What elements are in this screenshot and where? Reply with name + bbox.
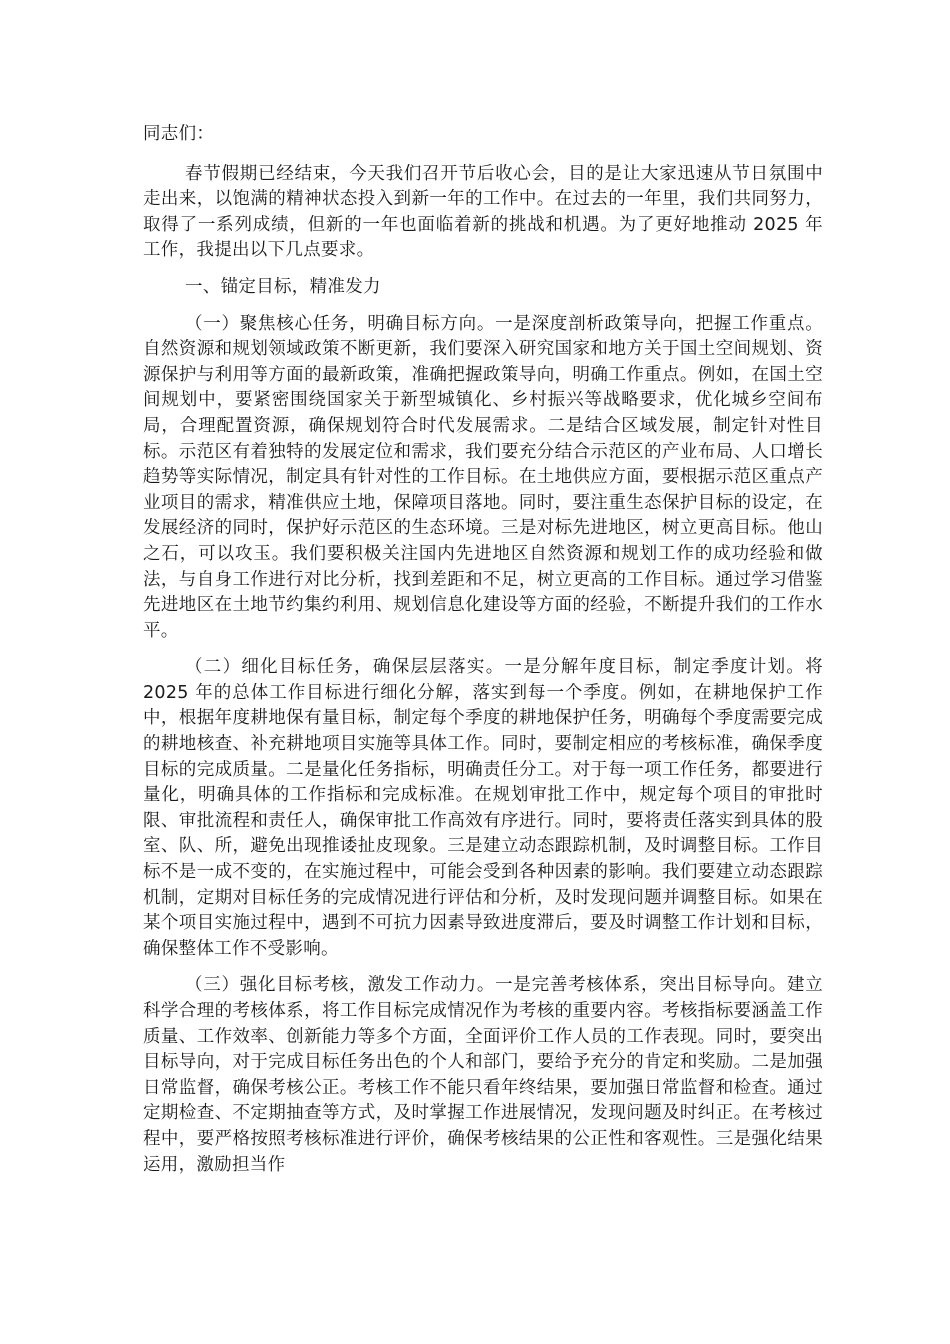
paragraph-1: （一）聚焦核心任务，明确目标方向。一是深度剖析政策导向，把握工作重点。自然资源和规划领域政策不断更新，我们要深入研究国家和地方关于国土空间规划、资源保护与利用等方面的最新政策，准确把握政策导向，明确工作重点。例如，在国土空间规划中，要紧密围绕国家关于新型城镇化、乡村振兴等战略要求，优化城乡空间布局，合理配置资源，确保规划符合时代发展需求。二是结合区域发展，制定针对性目标。示范区有着独特的发展定位和需求，我们要充分结合示范区的产业布局、人口增长趋势等实际情况，制定具有针对性的工作目标。在土地供应方面，要根据示范区重点产业项目的需求，精准供应土地，保障项目落地。同时，要注重生态保护目标的设定，在发展经济的同时，保护好示范区的生态环境。三是对标先进地区，树立更高目标。他山之石，可以攻玉。我们要积极关注国内先进地区自然资源和规划工作的成功经验和做法，与自身工作进行对比分析，找到差距和不足，树立更高的工作目标。通过学习借鉴先进地区在土地节约集约利用、规划信息化建设等方面的经验，不断提升我们的工作水平。 — [143, 313, 823, 641]
paragraph-2: （二）细化目标任务，确保层层落实。一是分解年度目标，制定季度计划。将 2025 年的总体工作目标进行细化分解，落实到每一个季度。例如，在耕地保护工作中，根据年度耕地保有量目标，制定每个季度的耕地保护任务，明确每个季度需要完成的耕地核查、补充耕地项目实施等具体工作。同时，要制定相应的考核标准，确保季度目标的完成质量。二是量化任务指标，明确责任分工。对于每一项工作任务，都要进行量化，明确具体的工作指标和完成标准。在规划审批工作中，规定每个项目的审批时限、审批流程和责任人，确保审批工作高效有序进行。同时，要将责任落实到具体的股室、队、所，避免出现推诿扯皮现象。三是建立动态跟踪机制，及时调整目标。工作目标不是一成不变的，在实施过程中，可能会受到各种因素的影响。我们要建立动态跟踪机制，定期对目标任务的完成情况进行评估和分析，及时发现问题并调整目标。如果在某个项目实施过程中，遇到不可抗力因素导致进度滞后，要及时调整工作计划和目标，确保整体工作不受影响。 — [143, 657, 823, 959]
intro-paragraph: 春节假期已经结束，今天我们召开节后收心会，目的是让大家迅速从节日氛围中走出来，以饱满的精神状态投入到新一年的工作中。在过去的一年里，我们共同努力，取得了一系列成绩，但新的一年也面临着新的挑战和机遇。为了更好地推动 2025 年工作，我提出以下几点要求。 — [143, 163, 823, 261]
salutation: 同志们： — [143, 124, 215, 144]
section-heading-1: 一、锚定目标，精准发力 — [185, 276, 381, 297]
paragraph-3: （三）强化目标考核，激发工作动力。一是完善考核体系，突出目标导向。建立科学合理的考核体系，将工作目标完成情况作为考核的重要内容。考核指标要涵盖工作质量、工作效率、创新能力等多个方面，全面评价工作人员的工作表现。同时，要突出目标导向，对于完成目标任务出色的个人和部门，要给予充分的肯定和奖励。二是加强日常监督，确保考核公正。考核工作不能只看年终结果，要加强日常监督和检查。通过定期检查、不定期抽查等方式，及时掌握工作进展情况，发现问题及时纠正。在考核过程中，要严格按照考核标准进行评价，确保考核结果的公正性和客观性。三是强化结果运用，激励担当作 — [143, 975, 823, 1175]
document-body — [143, 122, 823, 1189]
